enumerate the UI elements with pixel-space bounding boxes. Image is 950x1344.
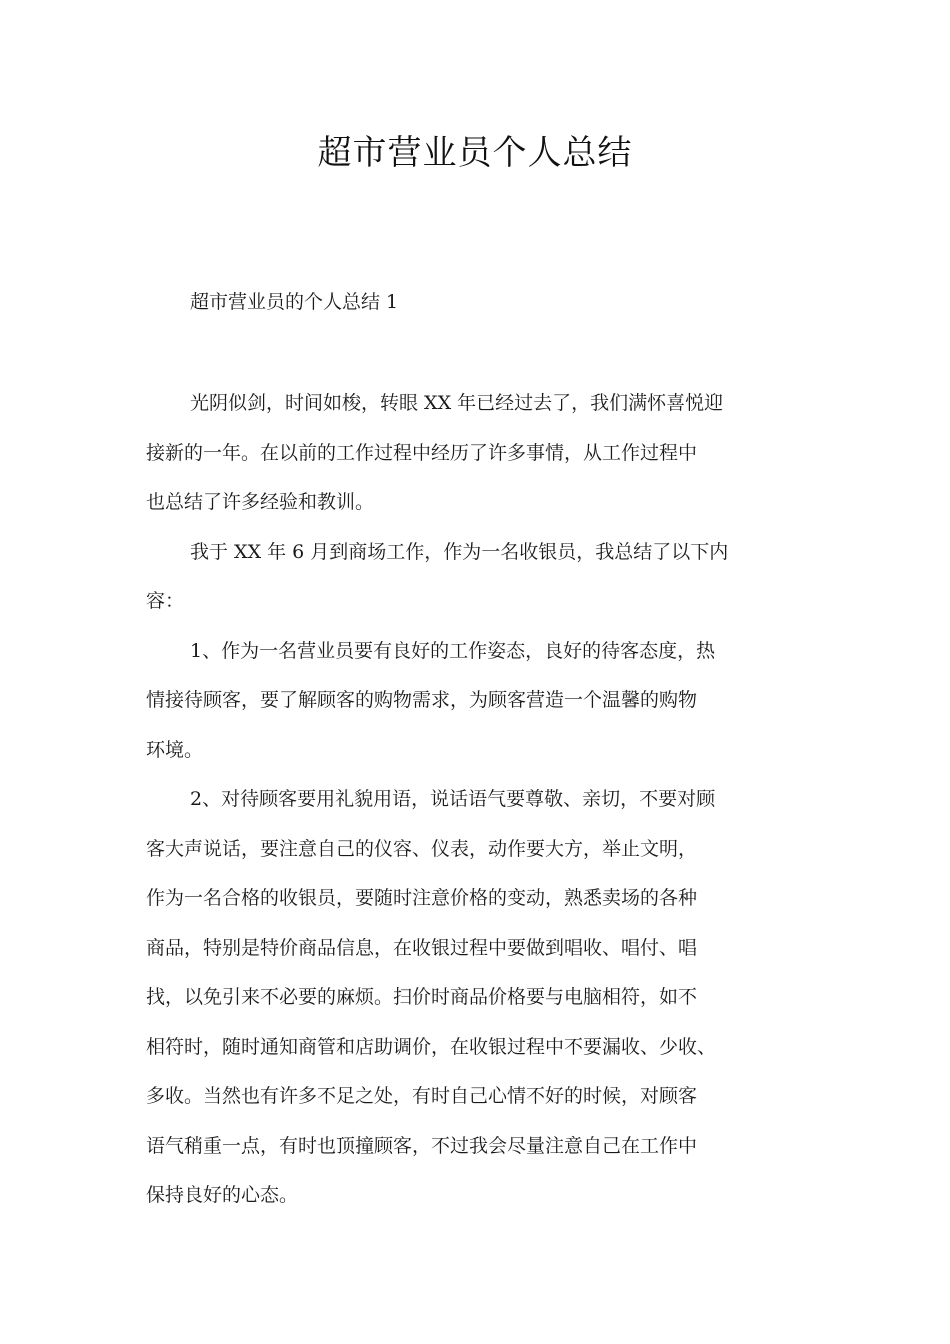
paragraph-line: 2、对待顾客要用礼貌用语，说话语气要尊敬、亲切，不要对顾 xyxy=(190,788,716,810)
paragraph-line: 接新的一年。在以前的工作过程中经历了许多事情，从工作过程中 xyxy=(146,441,698,464)
paragraph-line: 我于 XX 年 6 月到商场工作，作为一名收银员，我总结了以下内 xyxy=(190,540,729,563)
paragraph-line: 环境。 xyxy=(146,738,204,761)
paragraph-line: 语气稍重一点，有时也顶撞顾客，不过我会尽量注意自己在工作中 xyxy=(146,1134,698,1157)
paragraph-line: 多收。当然也有许多不足之处，有时自己心情不好的时候，对顾客 xyxy=(146,1085,698,1107)
document-title: 超市营业员个人总结 xyxy=(317,133,633,173)
paragraph-line: 容： xyxy=(146,590,185,612)
paragraph-line: 也总结了许多经验和教训。 xyxy=(146,491,375,513)
paragraph-3 xyxy=(146,627,826,776)
paragraph-line: 商品，特别是特价商品信息，在收银过程中要做到唱收、唱付、唱 xyxy=(146,936,698,959)
paragraph-line: 作为一名合格的收银员，要随时注意价格的变动，熟悉卖场的各种 xyxy=(146,887,698,909)
paragraph-line: 客大声说话，要注意自己的仪容、仪表，动作要大方，举止文明， xyxy=(146,837,698,860)
document-subtitle: 超市营业员的个人总结 1 xyxy=(190,291,399,313)
document-body xyxy=(146,379,826,1221)
paragraph-2 xyxy=(146,528,826,627)
paragraph-line: 相符时，随时通知商管和店助调价，在收银过程中不要漏收、少收、 xyxy=(146,1035,717,1058)
paragraph-line: 找，以免引来不必要的麻烦。扫价时商品价格要与电脑相符，如不 xyxy=(146,986,698,1008)
paragraph-line: 光阴似剑，时间如梭，转眼 XX 年已经过去了，我们满怀喜悦迎 xyxy=(190,392,724,414)
paragraph-4 xyxy=(146,775,826,1221)
paragraph-1 xyxy=(146,379,826,528)
paragraph-line: 保持良好的心态。 xyxy=(146,1184,299,1206)
paragraph-line: 1、作为一名营业员要有良好的工作姿态，良好的待客态度，热 xyxy=(190,639,716,662)
paragraph-line: 情接待顾客，要了解顾客的购物需求，为顾客营造一个温馨的购物 xyxy=(146,689,698,711)
